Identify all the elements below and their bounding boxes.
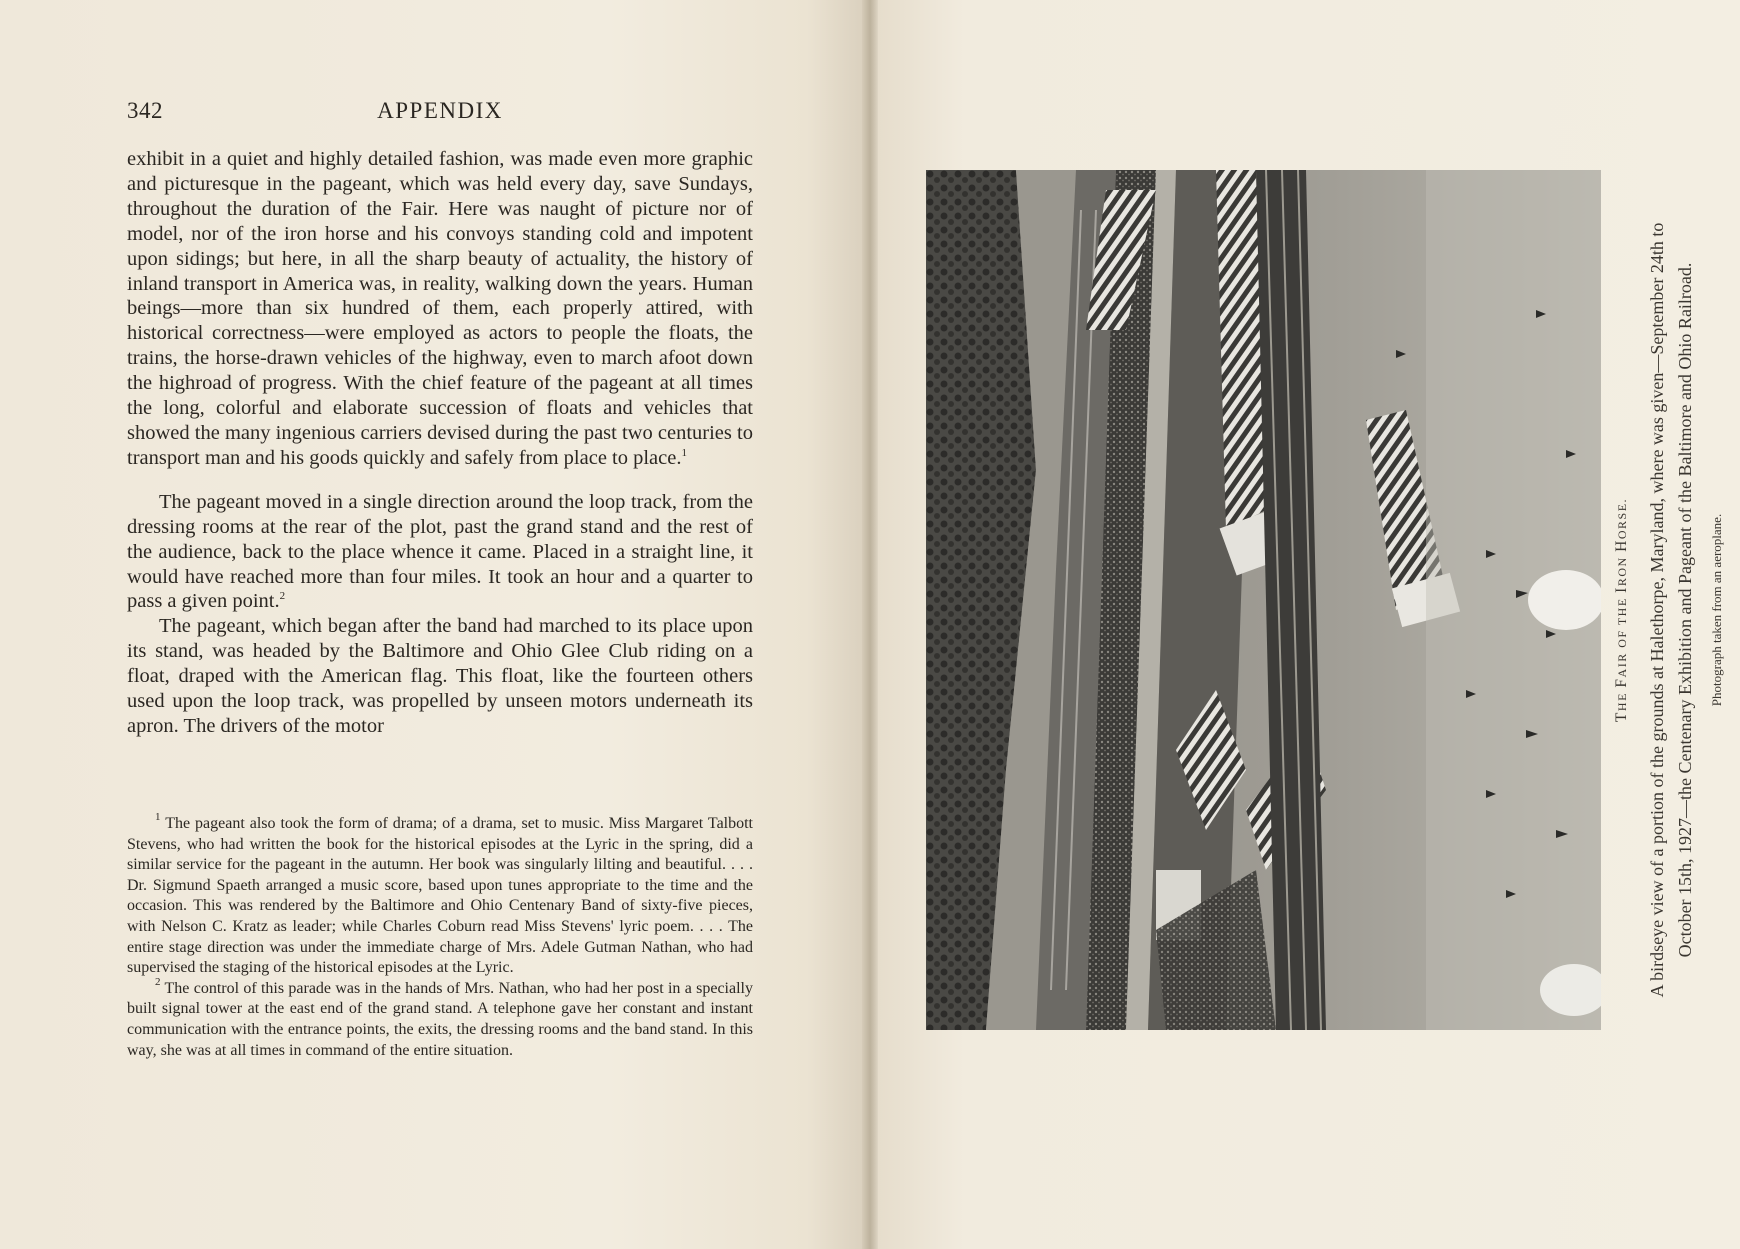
footnote-2: $^2$ The control of this parade was in the hands of Mrs. Nathan, who had her post in a specially built signal tower at the east end of the grand stand. A telephone gave her constant and instant communication with the entrance points, the exits, the dressing rooms and the band stand. In this way, she was at all times in command of the entire situation. xyxy=(127,975,753,1059)
paragraph-1: exhibit in a quiet and highly detailed fashion, was made even more graphic and picturesque in the pageant, which was held every day, save Sundays, throughout the duration of the Fair. Here was naught of picture nor of model, nor of the iron horse and his convoys standing cold and impotent upon sidings; but here, in all the sharp beauty of actuality, the history of inland transport in America was, in reality, walking down the years. Human beings—more than six hundred of them, each properly attired, with historical correctness—were employed as actors to people the floats, the trains, the horse-drawn vehicles of the highway, even to march afoot down the highroad of progress. With the chief feature of the pageant at all times the long, colorful and elaborate succession of floats and vehicles that showed the many ingenious carriers devised during the past two centuries to transport man and his goods quickly and safely from place to place.$^1$ xyxy=(127,148,753,469)
footnote-ref-1: 1 xyxy=(681,446,687,459)
photo-credit: Photograph taken from an aeroplane. xyxy=(1709,513,1724,707)
footnote-mark-2: 2 xyxy=(155,975,161,988)
left-page xyxy=(0,0,868,1249)
aerial-photograph xyxy=(926,170,1601,1030)
body-text xyxy=(127,147,753,739)
photo-caption xyxy=(1603,180,1723,1040)
footnotes xyxy=(127,811,754,1061)
aerial-photo-image xyxy=(926,170,1601,1030)
running-head xyxy=(127,98,753,128)
caption-line-2: October 15th, 1927—the Centenary Exhibition and Pageant of the Baltimore and Ohio Railroad. xyxy=(1675,262,1695,958)
footnote-1: $^1$ The pageant also took the form of drama; of a drama, set to music. Miss Margaret Talbott Stevens, who had written the book for the historical episodes at the Lyric in the spring, did a similar service for the pageant in the autumn. Her book was singularly lilting and beautiful. . . . Dr. Sigmund Spaeth arranged a music score, based upon tunes appropriate to the time and the occasion. This was rendered by the Baltimore and Ohio Centenary Band of sixty-five pieces, with Nelson C. Kratz as leader; while Charles Coburn read Miss Stevens' lyric poem. . . . The entire stage direction was under the immediate charge of Mrs. Adele Gutman Nathan, who had supervised the staging of the historical episodes at the Lyric. xyxy=(127,811,754,977)
caption-title: THE FAIR OF THE IRON HORSE. xyxy=(1613,497,1630,723)
running-head-title: APPENDIX xyxy=(377,98,503,123)
caption-line-1: A birdseye view of a portion of the grounds at Halethorpe, Maryland, where was given—September 24th to xyxy=(1647,222,1667,998)
footnote-ref-2: 2 xyxy=(279,590,286,603)
footnote-mark-1: 1 xyxy=(155,811,161,823)
paragraph-2: The pageant moved in a single direction around the loop track, from the dressing rooms at the rear of the plot, past the grand stand and the rest of the audience, back to the place whence it came. Placed in a straight line, it would have reached more than four miles. It took an hour and a quarter to pass a given point.$^2$ xyxy=(127,490,753,613)
page-number: 342 xyxy=(127,98,163,123)
caption-body xyxy=(1643,180,1699,1040)
paragraph-3: The pageant, which began after the band had marched to its place upon its stand, was headed by the Baltimore and Ohio Glee Club riding on a float, draped with the American flag. This float, like the fourteen others used upon the loop track, was propelled by unseen motors underneath its apron. The drivers of the motor xyxy=(127,615,753,737)
